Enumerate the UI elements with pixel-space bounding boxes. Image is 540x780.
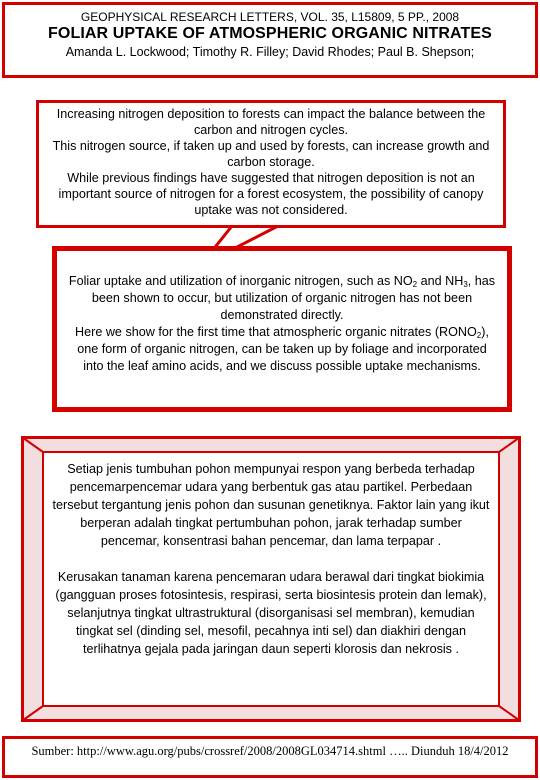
article-title: FOLIAR UPTAKE OF ATMOSPHERIC ORGANIC NITRATES bbox=[48, 25, 492, 42]
indonesian-paragraph: Kerusakan tanaman karena pencemaran udara berawal dari tingkat biokimia (gangguan proses fotosintesis, respirasi, serta biosintesis protein dan lemak), selanjutnya tingkat ultrastruktural (disorganisasi sel membran), kemudian tingkat sel (dinding sel, mesofil, pecahnya inti sel) dan diakhiri dengan terlihatnya gejala pada jaringan daun seperti klorosis dan nekrosis . bbox=[55, 570, 487, 656]
findings-box bbox=[52, 246, 512, 412]
callout-paragraph: While previous findings have suggested that nitrogen deposition is not an important source of nitrogen for a forest ecosystem, the possibility of canopy uptake was not considered. bbox=[58, 171, 484, 217]
journal-citation: GEOPHYSICAL RESEARCH LETTERS, VOL. 35, L15809, 5 PP., 2008 bbox=[80, 10, 460, 24]
header-box bbox=[2, 2, 538, 78]
source-footer bbox=[2, 736, 538, 778]
source-text: Sumber: http://www.agu.org/pubs/crossref/2008/2008GL034714.shtml ….. Diunduh 18/4/2012 bbox=[31, 744, 509, 758]
callout-paragraph: Increasing nitrogen deposition to forests can impact the balance between the carbon and nitrogen cycles. bbox=[56, 107, 486, 137]
author-list: Amanda L. Lockwood; Timothy R. Filley; David Rhodes; Paul B. Shepson; bbox=[65, 45, 475, 59]
callout-box bbox=[36, 100, 506, 228]
indonesian-text-frame bbox=[21, 436, 521, 722]
findings-paragraph: Here we show for the first time that atmospheric organic nitrates $(RONO_2)$, one form of organic nitrogen, can be taken up by foliage and incorporated into the leaf amino acids, and we discuss possible uptake mechanisms. bbox=[75, 325, 489, 373]
indonesian-content bbox=[51, 460, 491, 658]
callout-paragraph: This nitrogen source, if taken up and used by forests, can increase growth and carbon storage. bbox=[52, 139, 490, 169]
findings-paragraph: Foliar uptake and utilization of inorganic nitrogen, such as $NO_2$ and $NH_3$, has been shown to occur, but utilization of organic nitrogen has not been demonstrated directly. bbox=[68, 274, 496, 322]
indonesian-paragraph: Setiap jenis tumbuhan pohon mempunyai respon yang berbeda terhadap pencemarpencemar udara yang berbentuk gas atau partikel. Perbedaan tersebut tergantung jenis pohon dan susunan genetiknya. Faktor lain yang ikut berperan adalah tingkat pertumbuhan pohon, jarak terhadap sumber pencemar, konsentrasi bahan pencemar, dan lama terpapar . bbox=[52, 462, 490, 548]
